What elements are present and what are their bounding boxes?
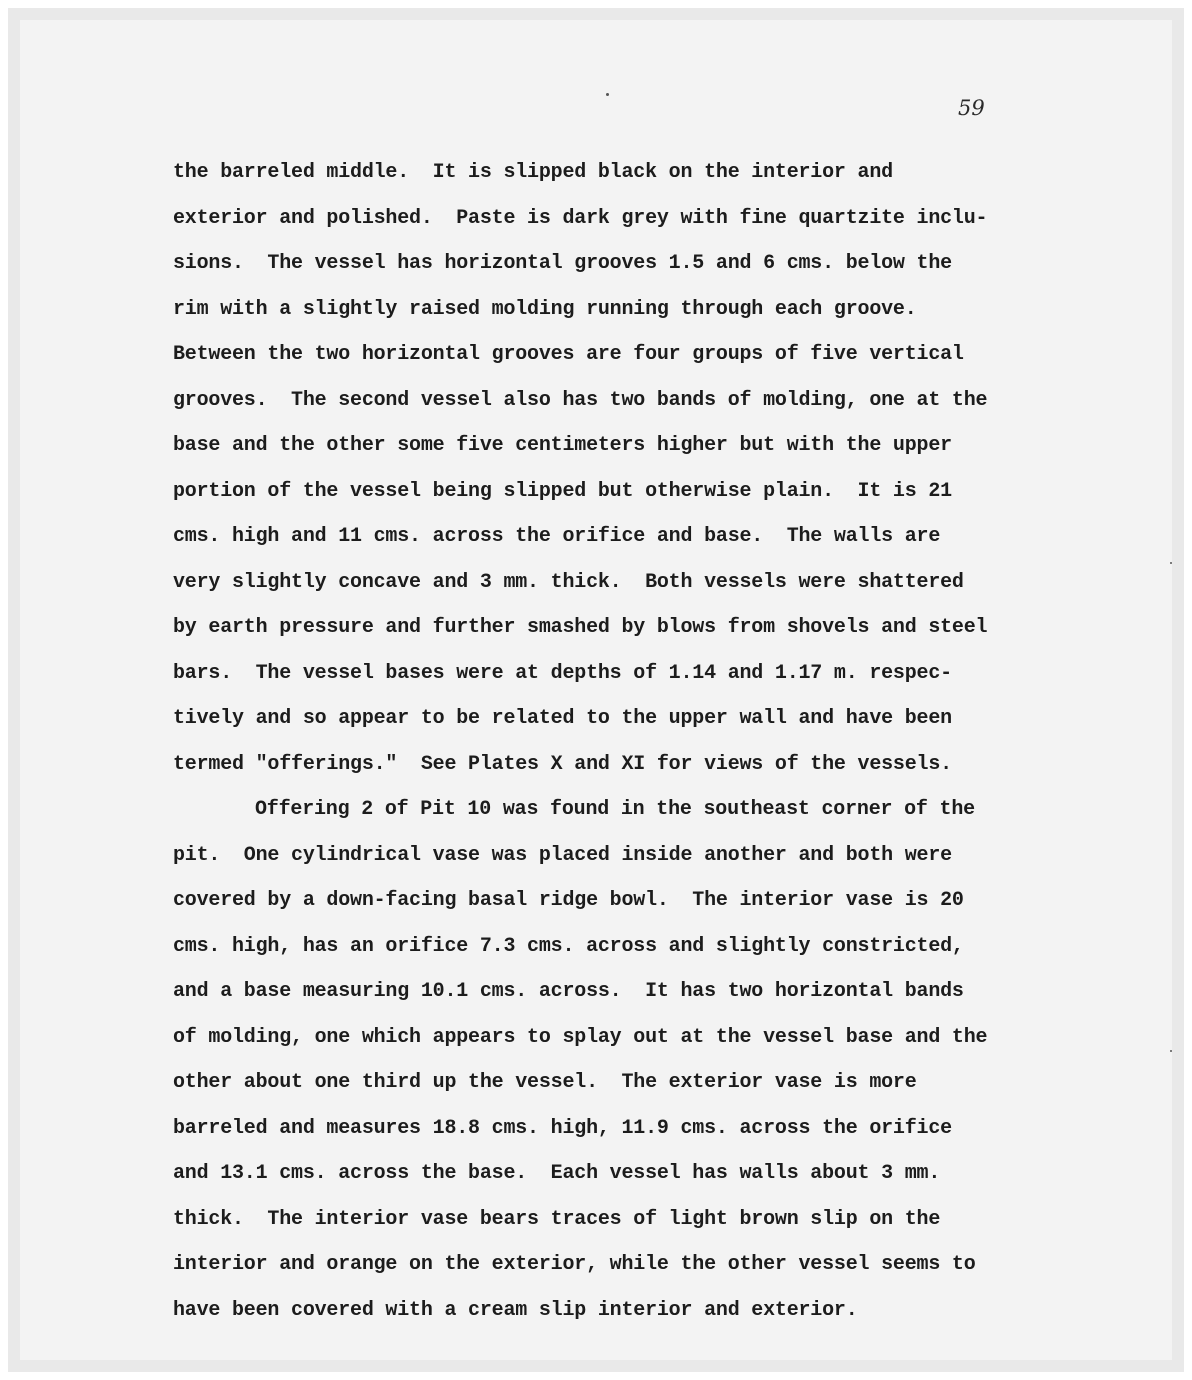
page-number: 59 — [958, 96, 985, 120]
text-line: tively and so appear to be related to the upper wall and have been — [173, 707, 952, 730]
text-line: thick. The interior vase bears traces of light brown slip on the — [173, 1207, 941, 1231]
text-line: covered by a down-facing basal ridge bowl. The interior vase is 20 — [173, 889, 964, 912]
text-line: by earth pressure and further smashed by blows from shovels and steel — [173, 616, 988, 639]
text-line: sions. The vessel has horizontal grooves 1.5 and 6 cms. below the — [173, 252, 952, 275]
text-line: of molding, one which appears to splay out at the vessel base and the — [173, 1025, 988, 1049]
scan-speck — [606, 93, 609, 96]
paragraph-start-line: Offering 2 of Pit 10 was found in the southeast corner of the — [255, 798, 975, 821]
body-text — [173, 150, 988, 1333]
text-line: grooves. The second vessel also has two bands of molding, one at the — [173, 388, 988, 412]
text-line: have been covered with a cream slip interior and exterior. — [173, 1298, 858, 1322]
text-line: other about one third up the vessel. The exterior vase is more — [173, 1071, 917, 1094]
text-line: very slightly concave and 3 mm. thick. Both vessels were shattered — [173, 570, 964, 594]
text-line: base and the other some five centimeters higher but with the upper — [173, 434, 952, 457]
scan-speck — [1170, 562, 1172, 564]
text-line: rim with a slightly raised molding running through each groove. — [173, 297, 917, 321]
text-line: and 13.1 cms. across the base. Each vessel has walls about 3 mm. — [173, 1162, 941, 1185]
text-line: Between the two horizontal grooves are four groups of five vertical — [173, 343, 964, 366]
text-line: barreled and measures 18.8 cms. high, 11.9 cms. across the orifice — [173, 1116, 952, 1140]
text-line: pit. One cylindrical vase was placed inside another and both were — [173, 843, 952, 867]
text-line: bars. The vessel bases were at depths of 1.14 and 1.17 m. respec- — [173, 661, 952, 685]
text-line: interior and orange on the exterior, while the other vessel seems to — [173, 1253, 976, 1276]
text-line: cms. high, has an orifice 7.3 cms. across and slightly constricted, — [173, 934, 964, 958]
text-line: and a base measuring 10.1 cms. across. It has two horizontal bands — [173, 980, 964, 1003]
text-line: termed "offerings." See Plates X and XI for views of the vessels. — [173, 752, 952, 776]
scan-speck — [1170, 1050, 1172, 1052]
text-line: the barreled middle. It is slipped black on the interior and — [173, 161, 893, 184]
text-line: portion of the vessel being slipped but otherwise plain. It is 21 — [173, 479, 952, 503]
text-line: exterior and polished. Paste is dark grey with fine quartzite inclu- — [173, 206, 988, 230]
text-line: cms. high and 11 cms. across the orifice and base. The walls are — [173, 525, 941, 548]
